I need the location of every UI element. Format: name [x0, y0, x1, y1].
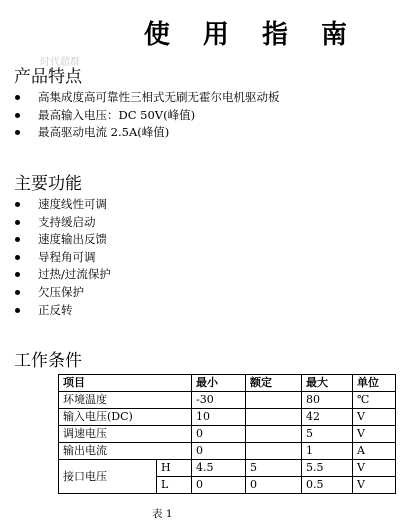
cell-max: 1	[302, 443, 353, 460]
cell-rated	[246, 409, 302, 426]
bullet-icon	[15, 130, 20, 135]
functions-heading: 主要功能	[14, 174, 82, 194]
table-row	[59, 426, 396, 443]
cell-item: 输入电压(DC)	[59, 409, 192, 426]
table-caption: 表 1	[152, 508, 173, 520]
cell-rated: 0	[246, 477, 302, 494]
cell-min: 4.5	[192, 460, 246, 477]
cell-rated: 5	[246, 460, 302, 477]
document-title: 使 用 指 南	[143, 20, 359, 50]
list-item: 速度输出反馈	[0, 231, 111, 249]
cell-rated	[246, 443, 302, 460]
table-row	[59, 392, 396, 409]
list-item: 正反转	[0, 302, 111, 320]
watermark-text: 时代超群	[40, 57, 80, 68]
cell-max: 42	[302, 409, 353, 426]
bullet-icon	[15, 308, 20, 313]
header-max: 最大	[302, 375, 353, 392]
cell-min: -30	[192, 392, 246, 409]
header-item: 项目	[59, 375, 192, 392]
cell-rated	[246, 392, 302, 409]
table-row	[59, 443, 396, 460]
features-heading: 产品特点	[14, 67, 82, 87]
cell-item: 调速电压	[59, 426, 192, 443]
cell-min: 0	[192, 426, 246, 443]
conditions-table	[58, 374, 396, 494]
list-item: 支持缓启动	[0, 214, 111, 232]
cell-max: 5.5	[302, 460, 353, 477]
header-rated: 额定	[246, 375, 302, 392]
table-header-row	[59, 375, 396, 392]
list-item: 最高输入电压：DC 50V(峰值)	[0, 107, 280, 125]
bullet-icon	[15, 113, 20, 118]
table-row	[59, 409, 396, 426]
bullet-icon	[15, 202, 20, 207]
cell-unit: V	[353, 426, 396, 443]
cell-item: 输出电流	[59, 443, 192, 460]
bullet-icon	[15, 272, 20, 277]
cell-unit: V	[353, 477, 396, 494]
cell-unit: A	[353, 443, 396, 460]
bullet-icon	[15, 290, 20, 295]
functions-list	[0, 196, 111, 319]
bullet-icon	[15, 255, 20, 260]
cell-unit: V	[353, 460, 396, 477]
bullet-icon	[15, 220, 20, 225]
cell-item: 环境温度	[59, 392, 192, 409]
cell-unit: V	[353, 409, 396, 426]
header-min: 最小	[192, 375, 246, 392]
list-item: 高集成度高可靠性三相式无刷无霍尔电机驱动板	[0, 89, 280, 107]
cell-min: 0	[192, 443, 246, 460]
list-item: 欠压保护	[0, 284, 111, 302]
list-item: 过热/过流保护	[0, 266, 111, 284]
cell-level: H	[157, 460, 192, 477]
header-unit: 单位	[353, 375, 396, 392]
cell-min: 10	[192, 409, 246, 426]
list-item: 导程角可调	[0, 249, 111, 267]
bullet-icon	[15, 95, 20, 100]
list-item: 速度线性可调	[0, 196, 111, 214]
cell-max: 0.5	[302, 477, 353, 494]
cell-max: 5	[302, 426, 353, 443]
list-item: 最高驱动电流 2.5A(峰值)	[0, 124, 280, 142]
table-row	[59, 460, 396, 477]
cell-min: 0	[192, 477, 246, 494]
cell-item: 接口电压	[59, 460, 157, 494]
conditions-heading: 工作条件	[14, 351, 82, 371]
cell-unit: ℃	[353, 392, 396, 409]
bullet-icon	[15, 237, 20, 242]
cell-level: L	[157, 477, 192, 494]
features-list	[0, 89, 280, 142]
cell-rated	[246, 426, 302, 443]
cell-max: 80	[302, 392, 353, 409]
